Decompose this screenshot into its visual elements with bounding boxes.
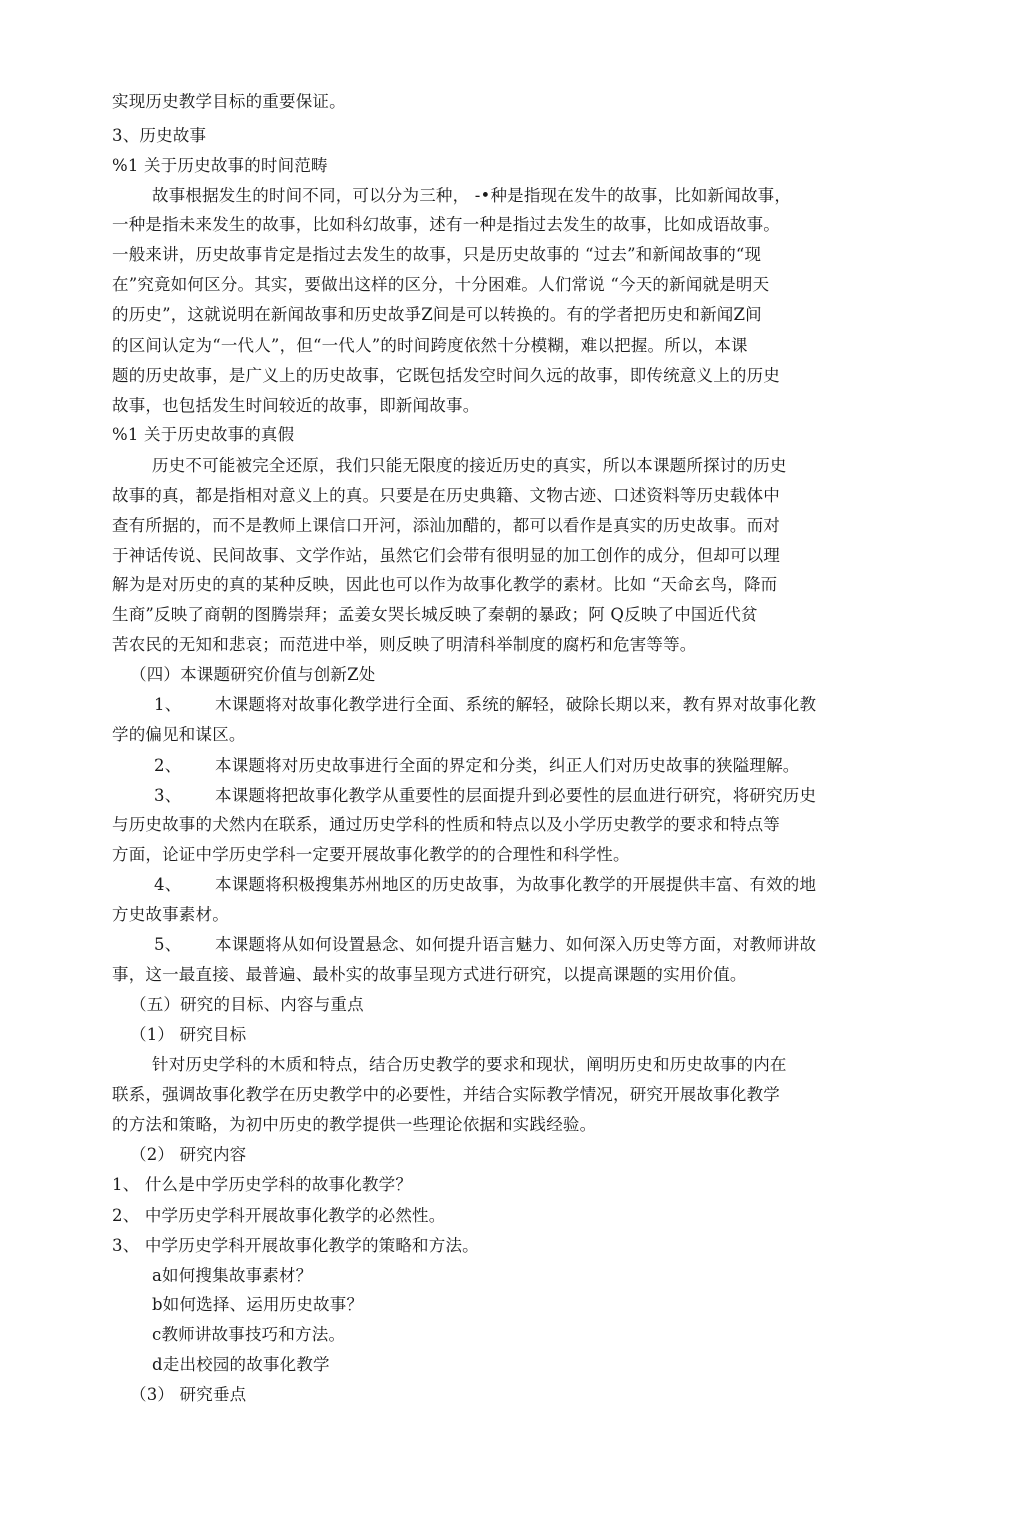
text-line: 一般来讲，历史故事肯定是指过去发生的故事，只是历史故事的 “过去”和新闻故事的“现 [112, 245, 762, 264]
subsection-heading: （3） 研究垂点 [130, 1385, 247, 1404]
sub-list-item: d走出校园的故事化教学 [152, 1355, 330, 1374]
item-number: 3、 [154, 786, 182, 805]
section-heading: 3、历史故事 [112, 126, 207, 145]
text-line: 查有所据的，而不是教师上课信口开河，添汕加醋的，都可以看作是真实的历史故事。而对 [112, 516, 780, 535]
subsection-heading: %1 关于历史故事的时间范畴 [112, 156, 328, 175]
text-line: 苦农民的无知和悲哀；而范进中举，则反映了明清科举制度的腐朽和危害等等。 [112, 635, 697, 654]
list-item: 3、 中学历史学科开展故事化教学的策略和方法。 [112, 1236, 479, 1255]
subsection-heading: %1 关于历史故事的真假 [112, 425, 295, 444]
text-line: 故事根据发生的时间不同，可以分为三种， -•种是指现在发牛的故事，比如新闻故事， [152, 186, 792, 205]
text-line: 方史故事素材。 [112, 905, 229, 924]
sub-list-item: c教师讲故事技巧和方法。 [152, 1325, 346, 1344]
text-line: 针对历史学科的木质和特点，结合历史教学的要求和现状，阐明历史和历史故事的内在 [152, 1055, 787, 1074]
item-text: 本课题将对历史故事进行全面的界定和分类，纠正人们对历史故事的狭隘理解。 [215, 756, 800, 775]
text-line: 与历史故事的犬然内在联系，通过历史学科的性质和特点以及小学历史教学的要求和特点等 [112, 815, 780, 834]
item-number: 5、 [154, 935, 182, 954]
section-heading: （四）本课题研究价值与创新Z处 [130, 665, 376, 684]
text-line: 解为是对历史的真的某种反映，因此也可以作为故事化教学的素材。比如 “天命玄鸟，降而 [112, 575, 778, 594]
text-line: 历史不可能被完全还原，我们只能无限度的接近历史的真实，所以本课题所探讨的历史 [152, 456, 787, 475]
text-line: 题的历史故事，是广义上的历史故事，它既包括发空时间久远的故事，即传统意义上的历史 [112, 366, 780, 385]
sub-list-item: a如何搜集故事素材？ [152, 1266, 313, 1285]
subsection-heading: （1） 研究目标 [130, 1025, 247, 1044]
text-line: 生商”反映了商朝的图腾崇拜；孟姜女哭长城反映了秦朝的暴政；阿 Q反映了中国近代贫 [112, 605, 758, 624]
item-text: 本课题将积极搜集苏州地区的历史故事，为故事化教学的开展提供丰富、有效的地 [215, 875, 817, 894]
item-text: 本课题将把故事化教学从重要性的层面提升到必要性的层血进行研究，将研究历史 [215, 786, 817, 805]
sub-list-item: b如何选择、运用历史故事？ [152, 1295, 364, 1314]
text-line: 的历史”，这就说明在新闻故事和历史故爭Z间是可以转换的。有的学者把历史和新闻Z间 [112, 305, 762, 324]
section-heading: （五）研究的目标、内容与重点 [130, 995, 364, 1014]
text-line: 实现历史教学目标的重要保证。 [112, 92, 346, 111]
item-text: 木课题将对故事化教学进行全面、系统的解轻，破除长期以来，教有界对故事化教 [215, 695, 817, 714]
subsection-heading: （2） 研究内容 [130, 1145, 247, 1164]
text-line: 一种是指未来发生的故事，比如科幻故事，述有一种是指过去发生的故事，比如成语故事。 [112, 215, 780, 234]
text-line: 学的偏见和谋区。 [112, 725, 246, 744]
list-item: 2、 中学历史学科开展故事化教学的必然性。 [112, 1206, 446, 1225]
text-line: 方面，论证中学历史学科一定要开展故事化教学的的合理性和科学性。 [112, 845, 630, 864]
text-line: 联系，强调故事化教学在历史教学中的必要性，并结合实际教学情况，研究开展故事化教学 [112, 1085, 780, 1104]
text-line: 于神话传说、民间故事、文学作站，虽然它们会带有很明显的加工创作的成分，但却可以理 [112, 546, 780, 565]
item-number: 4、 [154, 875, 182, 894]
item-number: 1、 [154, 695, 182, 714]
text-line: 故事的真，都是指相对意义上的真。只要是在历史典籍、文物古迹、口述资料等历史载体中 [112, 486, 780, 505]
text-line: 故事，也包括发生时间较近的故事，即新闻故事。 [112, 396, 480, 415]
item-text: 本课题将从如何设置悬念、如何提升语言魅力、如何深入历史等方面，对教师讲故 [215, 935, 817, 954]
text-line: 的方法和策略，为初中历史的教学提供一些理论依据和实践经验。 [112, 1115, 597, 1134]
list-item: 1、 什么是中学历史学科的故事化教学？ [112, 1175, 413, 1194]
text-line: 事，这一最直接、最普遍、最朴实的故事呈现方式进行研究，以提高课题的实用价值。 [112, 965, 747, 984]
text-line: 的区间认定为“一代人”，但“一代人”的时间跨度依然十分模糊，难以把握。所以，本课 [112, 336, 748, 355]
item-number: 2、 [154, 756, 182, 775]
text-line: 在”究竟如何区分。其实，要做出这样的区分，十分困难。人们常说 “今天的新闻就是明天 [112, 275, 770, 294]
